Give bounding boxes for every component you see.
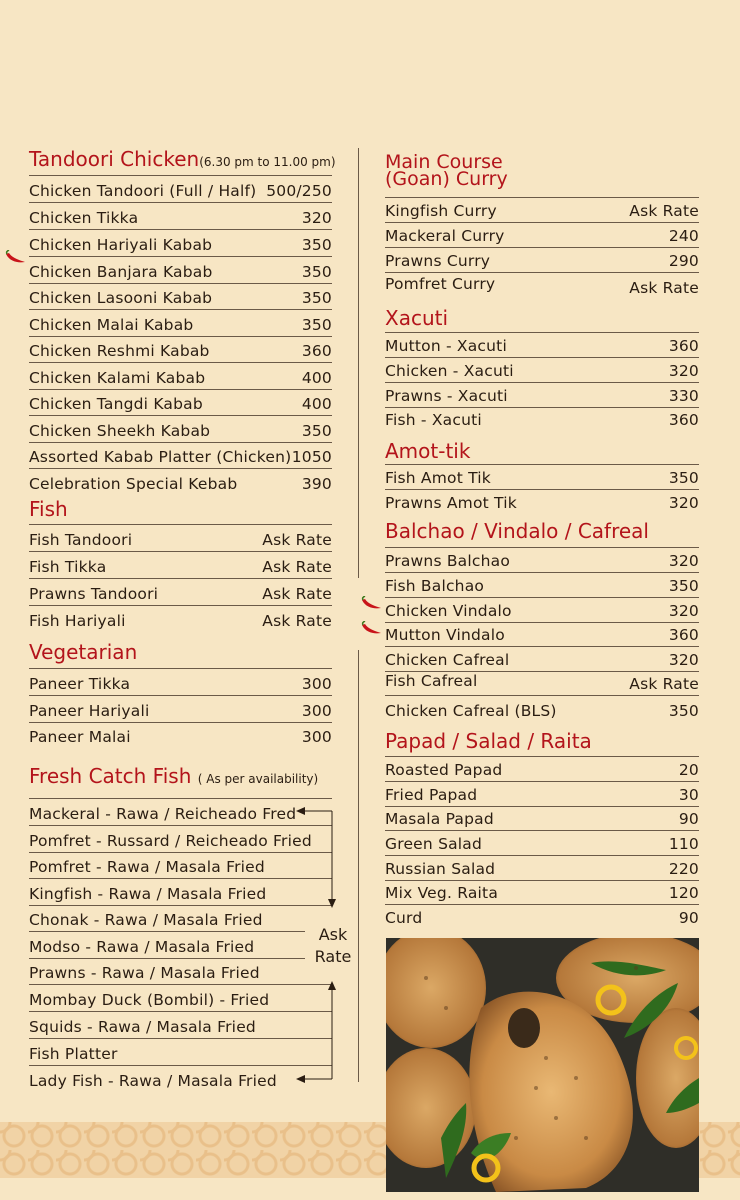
menu-item: Curd 90 <box>385 909 699 927</box>
menu-item: Mutton Vindalo 360 <box>385 622 699 647</box>
menu-item: Chicken Hariyali Kabab 350 <box>29 230 332 257</box>
menu-item: Fish Cafreal Ask Rate <box>385 671 699 696</box>
section-title-vegetarian: Vegetarian <box>29 640 138 664</box>
menu-item: Chicken Vindalo 320 <box>385 598 699 623</box>
menu-item: Squids - Rawa / Masala Fried <box>29 1012 332 1039</box>
menu-item: Pomfret - Russard / Reicheado Fried <box>29 826 332 853</box>
section-title-fresh-catch: Fresh Catch Fish ( As per availability) <box>29 764 319 788</box>
menu-item: Pomfret Curry Ask Rate <box>385 275 699 297</box>
menu-item: Fish Tandoori Ask Rate <box>29 525 332 552</box>
chili-icon <box>360 621 382 637</box>
ask-rate-label: Ask Rate <box>314 925 352 966</box>
menu-item: Chicken Malai Kabab 350 <box>29 310 332 337</box>
menu-item: Fried Papad 30 <box>385 782 699 807</box>
menu-item: Lady Fish - Rawa / Masala Fried <box>29 1072 277 1090</box>
menu-item: Mix Veg. Raita 120 <box>385 880 699 905</box>
menu-item: Prawns - Xacuti 330 <box>385 383 699 408</box>
menu-item: Prawns - Rawa / Masala Fried <box>29 958 332 985</box>
menu-item: Masala Papad 90 <box>385 806 699 831</box>
menu-item: Mackeral - Rawa / Reicheado Fred <box>29 799 332 826</box>
section-title-fish: Fish <box>29 497 68 521</box>
menu-item: Fish - Xacuti 360 <box>385 411 699 429</box>
menu-item: Prawns Tandoori Ask Rate <box>29 579 332 606</box>
section-title-xacuti: Xacuti <box>385 306 449 330</box>
menu-item: Celebration Special Kebab 390 <box>29 475 332 493</box>
menu-item: Fish Hariyali Ask Rate <box>29 612 332 630</box>
timing-note: (6.30 pm to 11.00 pm) <box>199 155 336 169</box>
column-divider <box>358 650 359 1082</box>
menu-item: Prawns Amot Tik 320 <box>385 494 699 512</box>
menu-item: Paneer Malai 300 <box>29 728 332 746</box>
menu-item: Mackeral Curry 240 <box>385 223 699 248</box>
menu-item: Chicken Tandoori (Full / Half) 500/250 <box>29 176 332 203</box>
chili-icon <box>4 250 26 266</box>
menu-item: Fish Balchao 350 <box>385 573 699 598</box>
menu-item: Chicken Kalami Kabab 400 <box>29 363 332 390</box>
menu-item: Chicken Sheekh Kabab 350 <box>29 416 332 443</box>
menu-item: Prawns Curry 290 <box>385 248 699 273</box>
menu-item: Chonak - Rawa / Masala Fried <box>29 905 305 932</box>
menu-item: Paneer Hariyali 300 <box>29 696 332 723</box>
menu-item: Kingfish Curry Ask Rate <box>385 198 699 223</box>
menu-item: Chicken Reshmi Kabab 360 <box>29 336 332 363</box>
section-title-tandoori: Tandoori Chicken(6.30 pm to 11.00 pm) <box>29 147 336 171</box>
availability-note: ( As per availability) <box>197 772 319 786</box>
chili-icon <box>360 596 382 612</box>
menu-item: Fish Platter <box>29 1039 332 1066</box>
section-title-balchao: Balchao / Vindalo / Cafreal <box>385 519 649 543</box>
menu-item: Modso - Rawa / Masala Fried <box>29 932 305 959</box>
menu-item: Chicken Tikka 320 <box>29 203 332 230</box>
menu-item: Roasted Papad 20 <box>385 757 699 782</box>
menu-item: Kingfish - Rawa / Masala Fried <box>29 879 332 906</box>
menu-item: Pomfret - Rawa / Masala Fried <box>29 852 332 879</box>
menu-item: Mutton - Xacuti 360 <box>385 333 699 358</box>
menu-item: Chicken Tangdi Kabab 400 <box>29 389 332 416</box>
menu-item: Chicken Cafreal (BLS) 350 <box>385 702 699 720</box>
menu-item: Paneer Tikka 300 <box>29 669 332 696</box>
section-title-main-course: Main Course (Goan) Curry <box>385 151 508 190</box>
menu-item: Chicken Banjara Kabab 350 <box>29 257 332 284</box>
menu-item: Mombay Duck (Bombil) - Fried <box>29 985 332 1012</box>
menu-item: Assorted Kabab Platter (Chicken) 1050 <box>29 442 332 469</box>
menu-item: Chicken Lasooni Kabab 350 <box>29 283 332 310</box>
menu-item: Green Salad 110 <box>385 831 699 856</box>
column-divider <box>358 148 359 578</box>
food-photo <box>386 938 699 1192</box>
fried-fish-image <box>386 938 699 1192</box>
menu-item: Fish Amot Tik 350 <box>385 465 699 490</box>
section-title-amot-tik: Amot-tik <box>385 439 471 463</box>
section-title-papad: Papad / Salad / Raita <box>385 729 592 753</box>
menu-item: Chicken Cafreal 320 <box>385 647 699 672</box>
menu-item: Russian Salad 220 <box>385 856 699 881</box>
menu-item: Chicken - Xacuti 320 <box>385 358 699 383</box>
menu-item: Fish Tikka Ask Rate <box>29 552 332 579</box>
menu-item: Prawns Balchao 320 <box>385 548 699 573</box>
